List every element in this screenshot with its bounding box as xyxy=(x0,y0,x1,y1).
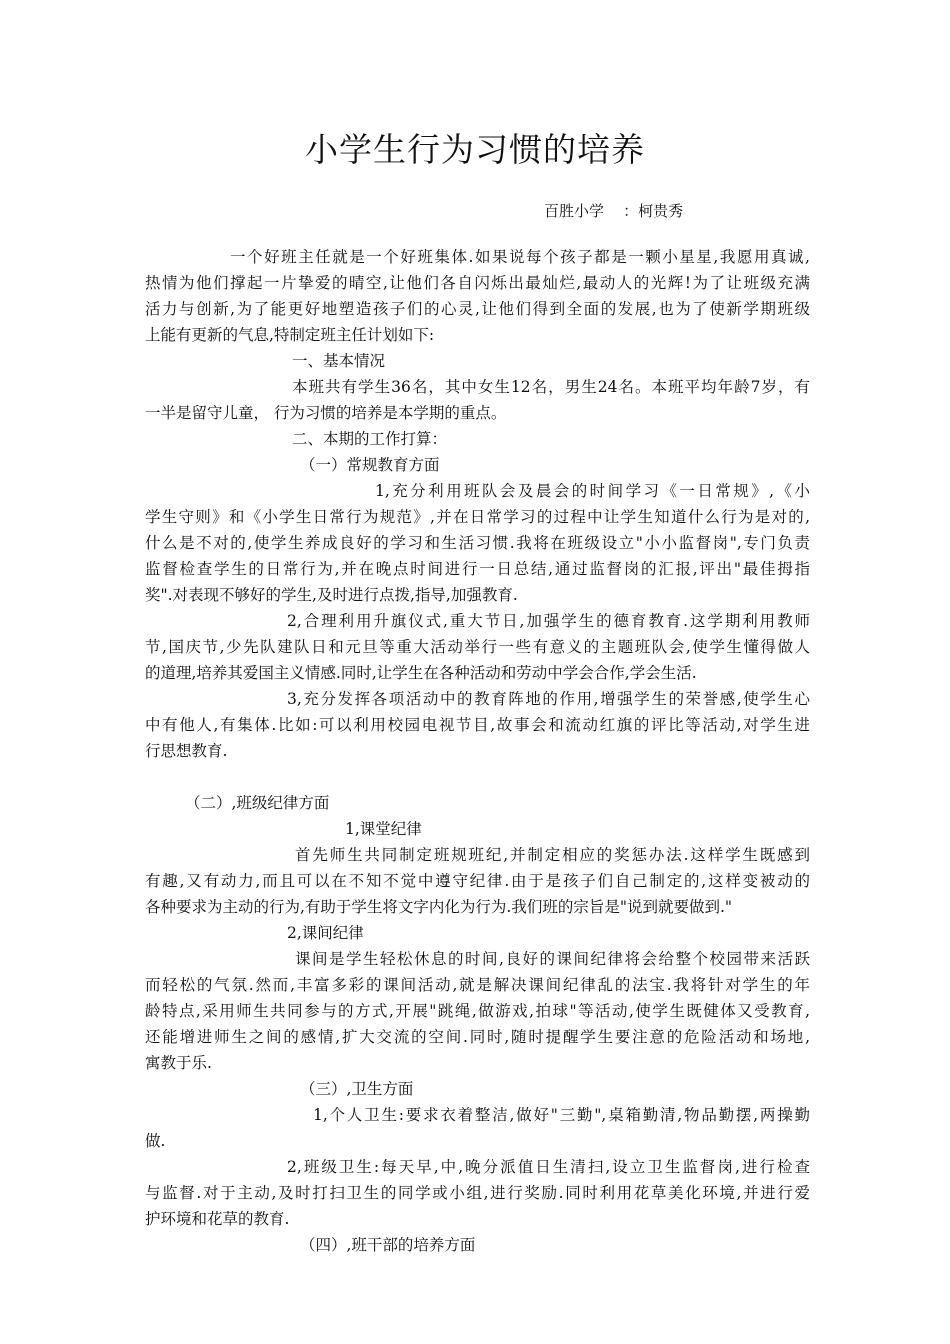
paragraph-line: 首先师生共同制定班规班纪,并制定相应的奖惩办法.这样学生既感到 xyxy=(295,846,810,864)
paragraph-line: 各种要求为主动的行为,有助于学生将文字内化为行为.我们班的宗旨是"说到就要做到." xyxy=(145,898,733,916)
paragraph-line: 与监督.对于主动,及时打扫卫生的同学或小组,进行奖励.同时利用花草美化环境,并进行爱 xyxy=(145,1184,810,1202)
paragraph-line: 做. xyxy=(145,1132,166,1150)
section-heading: 二、本期的工作打算： xyxy=(292,430,448,448)
document-title: 小学生行为习惯的培养 xyxy=(305,130,645,169)
paragraph-line: 龄特点,采用师生共同参与的方式,开展"跳绳,做游戏,拍球"等活动,使学生既健体又受教育, xyxy=(145,1002,810,1020)
author-line: 百胜小学 ：柯贵秀 xyxy=(544,202,684,220)
paragraph-line: 2,合理利用升旗仪式,重大节日,加强学生的德育教育.这学期利用教师 xyxy=(287,612,810,630)
paragraph-line: 一半是留守儿童， 行为习惯的培养是本学期的重点。 xyxy=(145,404,507,422)
paragraph-line: 什么是不对的,使学生养成良好的学习和生活习惯.我将在班级设立"小小监督岗",专门负责 xyxy=(145,534,810,552)
paragraph-line: 节,国庆节,少先队建队日和元旦等重大活动举行一些有意义的主题班队会,使学生懂得做人 xyxy=(145,638,810,656)
paragraph-line: 一个好班主任就是一个好班集体.如果说每个孩子都是一颗小星星,我愿用真诚, xyxy=(230,248,810,266)
item-heading: 1,课堂纪律 xyxy=(345,820,422,838)
paragraph-line: 上能有更新的气息,特制定班主任计划如下: xyxy=(145,326,435,344)
paragraph-line: 中有他人,有集体.比如:可以利用校园电视节目,故事会和流动红旗的评比等活动,对学生进 xyxy=(145,716,810,734)
paragraph-line: 3,充分发挥各项活动中的教育阵地的作用,增强学生的荣誉感,使学生心 xyxy=(287,690,810,708)
paragraph-line: 有趣,又有动力,而且可以在不知不觉中遵守纪律.由于是孩子们自己制定的,这样变被动的 xyxy=(145,872,810,890)
subsection-heading: （一）常规教育方面 xyxy=(300,456,440,474)
paragraph-line: 监督检查学生的日常行为,并在晚点时间进行一日总结,通过监督岗的汇报,评出"最佳拇指 xyxy=(145,560,810,578)
paragraph-line: 寓教于乐. xyxy=(145,1054,212,1072)
subsection-heading: （四）,班干部的培养方面 xyxy=(300,1236,476,1254)
paragraph-line: 行思想教育. xyxy=(145,742,228,760)
paragraph-line: 还能增进师生之间的感情,扩大交流的空间.同时,随时提醒学生要注意的危险活动和场地, xyxy=(145,1028,810,1046)
section-heading: 一、基本情况 xyxy=(292,352,386,370)
paragraph-line: 护环境和花草的教育. xyxy=(145,1210,290,1228)
paragraph-line: 课间是学生轻松休息的时间,良好的课间纪律将会给整个校园带来活跃 xyxy=(295,950,810,968)
paragraph-line: 热情为他们撑起一片挚爱的晴空,让他们各自闪烁出最灿烂,最动人的光辉!为了让班级充满 xyxy=(145,274,810,292)
subsection-heading: （三）,卫生方面 xyxy=(300,1080,414,1098)
subsection-heading: （二）,班级纪律方面 xyxy=(185,794,330,812)
paragraph-line: 2,班级卫生:每天早,中,晚分派值日生清扫,设立卫生监督岗,进行检查 xyxy=(287,1158,810,1176)
paragraph-line: 的道理,培养其爱国主义情感.同时,让学生在各种活动和劳动中学会合作,学会生活. xyxy=(145,664,697,682)
paragraph-line: 奖".对表现不够好的学生,及时进行点拨,指导,加强教育. xyxy=(145,586,518,604)
paragraph-line: 学生守则》和《小学生日常行为规范》,并在日常学习的过程中让学生知道什么行为是对的, xyxy=(145,508,810,526)
paragraph-line: 本班共有学生36名，其中女生12名，男生24名。本班平均年龄7岁，有 xyxy=(292,378,810,396)
paragraph-line: 1,充分利用班队会及晨会的时间学习《一日常规》,《小 xyxy=(375,482,810,500)
item-heading: 2,课间纪律 xyxy=(287,924,364,942)
paragraph-line: 而轻松的气氛.然而,丰富多彩的课间活动,就是解决课间纪律乱的法宝.我将针对学生的年 xyxy=(145,976,810,994)
paragraph-line: 1,个人卫生:要求衣着整洁,做好"三勤",桌箱勤清,物品勤摆,两操勤 xyxy=(313,1106,810,1124)
paragraph-line: 活力与创新,为了能更好地塑造孩子们的心灵,让他们得到全面的发展,也为了使新学期班级 xyxy=(145,300,810,318)
